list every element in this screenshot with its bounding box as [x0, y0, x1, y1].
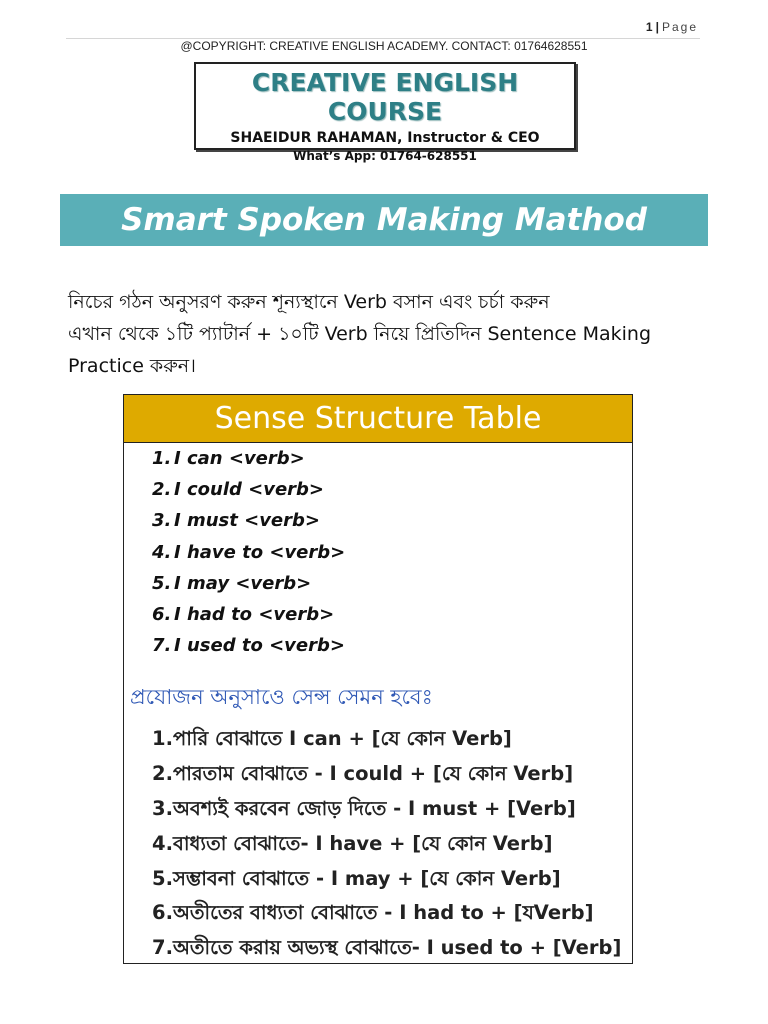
sense-structure-table: [123, 394, 633, 964]
course-info-box: [194, 62, 576, 163]
pattern-text: I can <verb>: [174, 448, 305, 469]
pattern-number: 1.: [152, 448, 172, 469]
pattern-item: [152, 599, 632, 630]
copyright-line: @COPYRIGHT: CREATIVE ENGLISH ACADEMY. CONTACT: 01764628551: [180, 39, 588, 53]
usage-heading: প্রযোজন অনুসাওে সেন্স সেমন হবেঃ: [130, 685, 433, 710]
pattern-number: 3.: [152, 510, 172, 532]
usage-item: 7.অতীতে করায় অভ্যস্থ বোঝাতে- I used to + [Verb]: [152, 936, 622, 960]
page-number-label: Page: [661, 20, 698, 34]
instruction-line-2: এখান থেকে ১টি প্যাটার্ন + ১০টি Verb নিয়ে প্রিতিদিন Sentence Making Practice করুন।: [68, 323, 652, 377]
pattern-text: I must <verb>: [174, 510, 320, 532]
page-number-separator: |: [655, 20, 659, 34]
pattern-text: I have to <verb>: [174, 541, 346, 563]
usage-item: 4.বাধ্যতা বোঝাতে- I have + [যে কোন Verb]: [152, 831, 553, 855]
pattern-list: [124, 443, 632, 661]
pattern-number: 7.: [152, 635, 172, 657]
course-instructor: SHAEIDUR RAHAMAN, Instructor & CEO: [230, 130, 540, 146]
usage-list: [124, 722, 632, 966]
usage-item: 3.অবশ্যই করবেন জোড় দিতে - I must + [Verb]: [152, 796, 576, 820]
table-header: Sense Structure Table: [124, 395, 632, 443]
page-number-value: 1: [645, 20, 653, 34]
pattern-item: [152, 568, 632, 599]
usage-item: 1.পারি বোঝাতে I can + [যে কোন Verb]: [152, 727, 512, 751]
page-number: [646, 20, 698, 34]
usage-item: 2.পারতাম বোঝাতে - I could + [যে কোন Verb]: [152, 762, 574, 786]
usage-item: 5.সম্ভাবনা বোঝাতে - I may + [যে কোন Verb]: [152, 866, 561, 890]
pattern-text: I had to <verb>: [174, 603, 335, 625]
pattern-number: 4.: [152, 541, 172, 563]
pattern-number: 6.: [152, 603, 172, 625]
pattern-item: [152, 505, 632, 536]
instruction-line-1: নিচের গঠন অনুসরণ করুন শূন্যস্থানে Verb বসান এবং চর্চা করুন: [68, 291, 550, 313]
pattern-item: [152, 630, 632, 661]
course-title: CREATIVE ENGLISH COURSE: [251, 68, 519, 126]
section-banner: Smart Spoken Making Mathod: [60, 194, 708, 246]
pattern-text: I may <verb>: [174, 572, 312, 594]
instructions: [68, 286, 708, 382]
pattern-text: I could <verb>: [174, 479, 325, 501]
pattern-text: I used to <verb>: [174, 635, 345, 657]
course-contact: What’s App: 01764-628551: [293, 149, 477, 163]
pattern-number: 2.: [152, 479, 172, 501]
pattern-item: [152, 443, 632, 474]
pattern-item: [152, 537, 632, 568]
usage-item: 6.অতীতের বাধ্যতা বোঝাতে - I had to + [যVerb]: [152, 901, 594, 925]
pattern-item: [152, 474, 632, 505]
pattern-number: 5.: [152, 572, 172, 594]
